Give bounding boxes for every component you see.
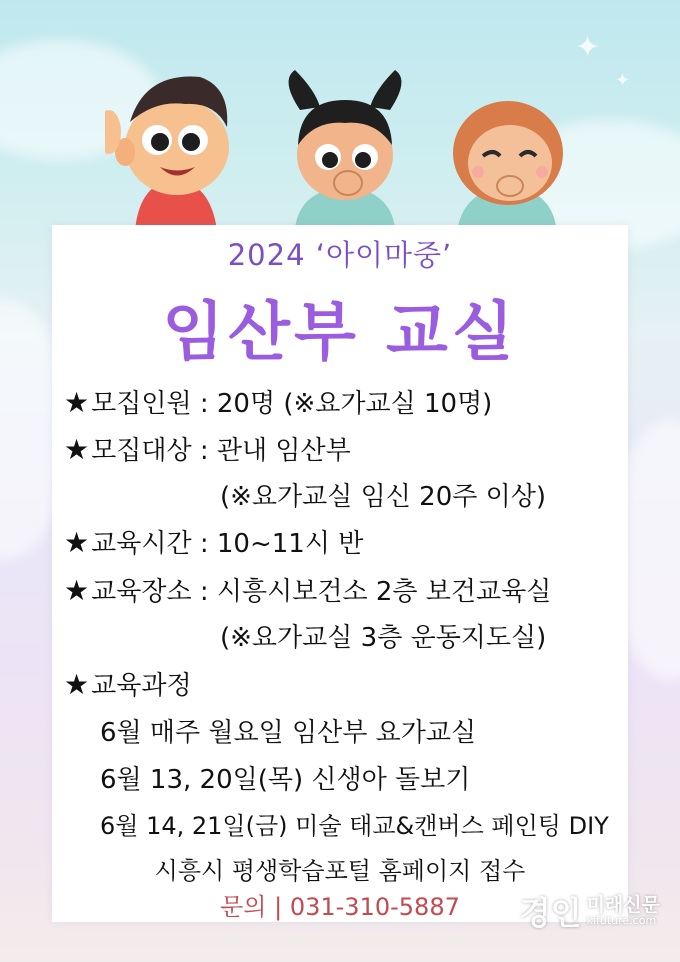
watermark-main: 경인	[519, 894, 582, 932]
info-line-time: ★교육시간 : 10~11시 반	[64, 526, 364, 559]
watermark-logo	[520, 888, 660, 934]
boy-character	[105, 62, 245, 232]
girl-character	[270, 65, 420, 230]
info-line-target: ★모집대상 : 관내 임산부	[64, 433, 351, 466]
sparkle-icon: ✦	[615, 70, 631, 91]
watermark-sub: 미래신문	[586, 894, 660, 916]
star-icon: ★	[64, 668, 90, 701]
course-item: 6월 13, 20일(목) 신생아 돌보기	[100, 765, 471, 795]
info-line-place: ★교육장소 : 시흥시보건소 2층 보건교육실	[64, 574, 552, 607]
course-item: 6월 14, 21일(금) 미술 태교&캔버스 페인팅 DIY	[100, 812, 609, 840]
watermark-url: kifuture.com	[586, 914, 657, 927]
star-icon: ★	[64, 526, 90, 559]
star-icon: ★	[64, 386, 90, 419]
info-line-course: ★교육과정	[64, 668, 192, 701]
info-note-yoga-weeks: (※요가교실 임신 20주 이상)	[220, 482, 546, 512]
star-icon: ★	[64, 574, 90, 607]
info-card	[52, 225, 628, 922]
event-subtitle: 2024 ‘아이마중’	[227, 238, 453, 272]
star-icon: ★	[64, 433, 90, 466]
course-item: 6월 매주 월요일 임산부 요가교실	[100, 718, 477, 748]
contact-info: 문의 | 031-310-5887	[220, 893, 460, 921]
application-info: 시흥시 평생학습포털 홈페이지 접수	[154, 857, 526, 885]
sparkle-icon: ✦	[575, 30, 601, 65]
info-note-yoga-room: (※요가교실 3층 운동지도실)	[220, 623, 547, 653]
event-title: 임산부 교실	[162, 296, 518, 370]
info-line-recruit-count: ★모집인원 : 20명 (※요가교실 10명)	[64, 386, 493, 419]
curly-hair-character	[438, 68, 588, 228]
